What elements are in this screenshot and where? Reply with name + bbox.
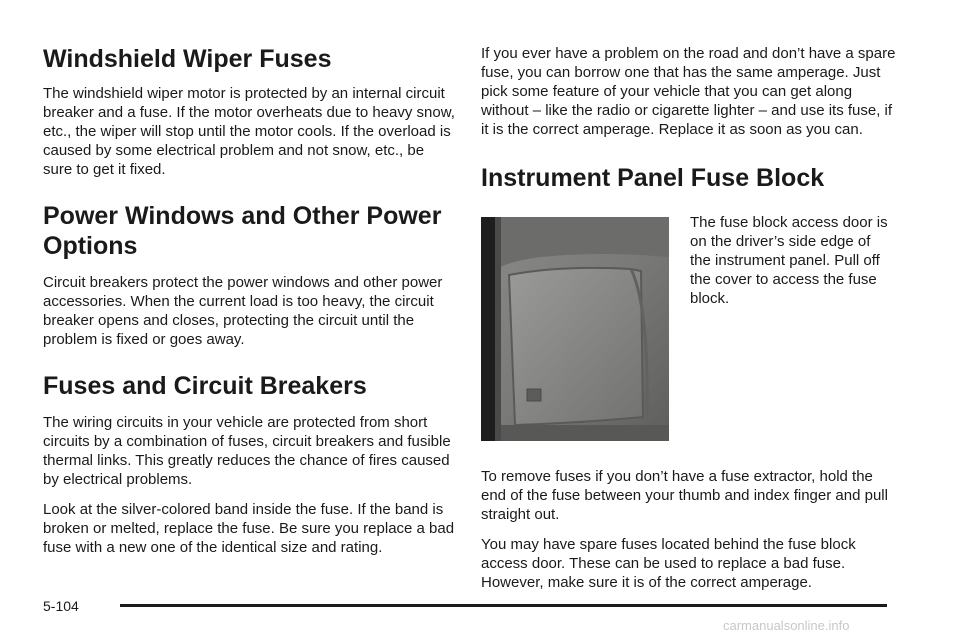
- right-column: [481, 44, 901, 592]
- watermark: carmanualsonline.info: [723, 618, 850, 633]
- photo-caption: The fuse block access door is on the driver’s side edge of the instrument panel. Pull off the cover to access the fuse block.: [690, 214, 888, 307]
- heading-power-windows: Power Windows and Other Power Options: [43, 202, 442, 260]
- heading-instrument-panel-fuse-block: Instrument Panel Fuse Block: [481, 164, 825, 192]
- paragraph-fuses-1: The wiring circuits in your vehicle are protected from short circuits by a combination of fuses, circuit breakers and fusible thermal links. This greatly reduces the chance of fires caused by electrical problems.: [43, 414, 451, 488]
- paragraph-wiper: The windshield wiper motor is protected by an internal circuit breaker and a fuse. If the motor overheats due to heavy snow, etc., the wiper will stop until the motor cools. If the overload is caused by some electrical problem and not snow, etc., be sure to get it fixed.: [43, 85, 455, 178]
- paragraph-power-windows: Circuit breakers protect the power windows and other power accessories. When the current load is too heavy, the circuit breaker opens and closes, protecting the circuit until the problem is fixed or goes away.: [43, 274, 443, 348]
- paragraph-spare-fuses-location: You may have spare fuses located behind the fuse block access door. These can be used to replace a bad fuse. However, make sure it is of the correct amperage.: [481, 536, 856, 591]
- heading-fuses-circuit-breakers: Fuses and Circuit Breakers: [43, 372, 367, 400]
- fuse-block-door-photo: [481, 217, 669, 441]
- paragraph-fuses-2: Look at the silver-colored band inside the fuse. If the band is broken or melted, replace the fuse. Be sure you replace a bad fuse with a new one of the identical size and rating.: [43, 501, 455, 556]
- heading-windshield-wiper-fuses: Windshield Wiper Fuses: [43, 45, 332, 73]
- page-number: 5-104: [43, 598, 79, 614]
- paragraph-remove-fuses: To remove fuses if you don’t have a fuse extractor, hold the end of the fuse between your thumb and index finger and pull straight out.: [481, 468, 888, 523]
- left-column: [43, 44, 455, 557]
- footer-rule: [120, 604, 887, 607]
- photo-row: [481, 213, 901, 437]
- paragraph-spare-fuse: If you ever have a problem on the road and don’t have a spare fuse, you can borrow one that has the same amperage. Just pick some feature of your vehicle that you can get along without – like the radio or cigarette lighter – and use its fuse, if it is the correct amperage. Replace it as soon as you can.: [481, 45, 896, 138]
